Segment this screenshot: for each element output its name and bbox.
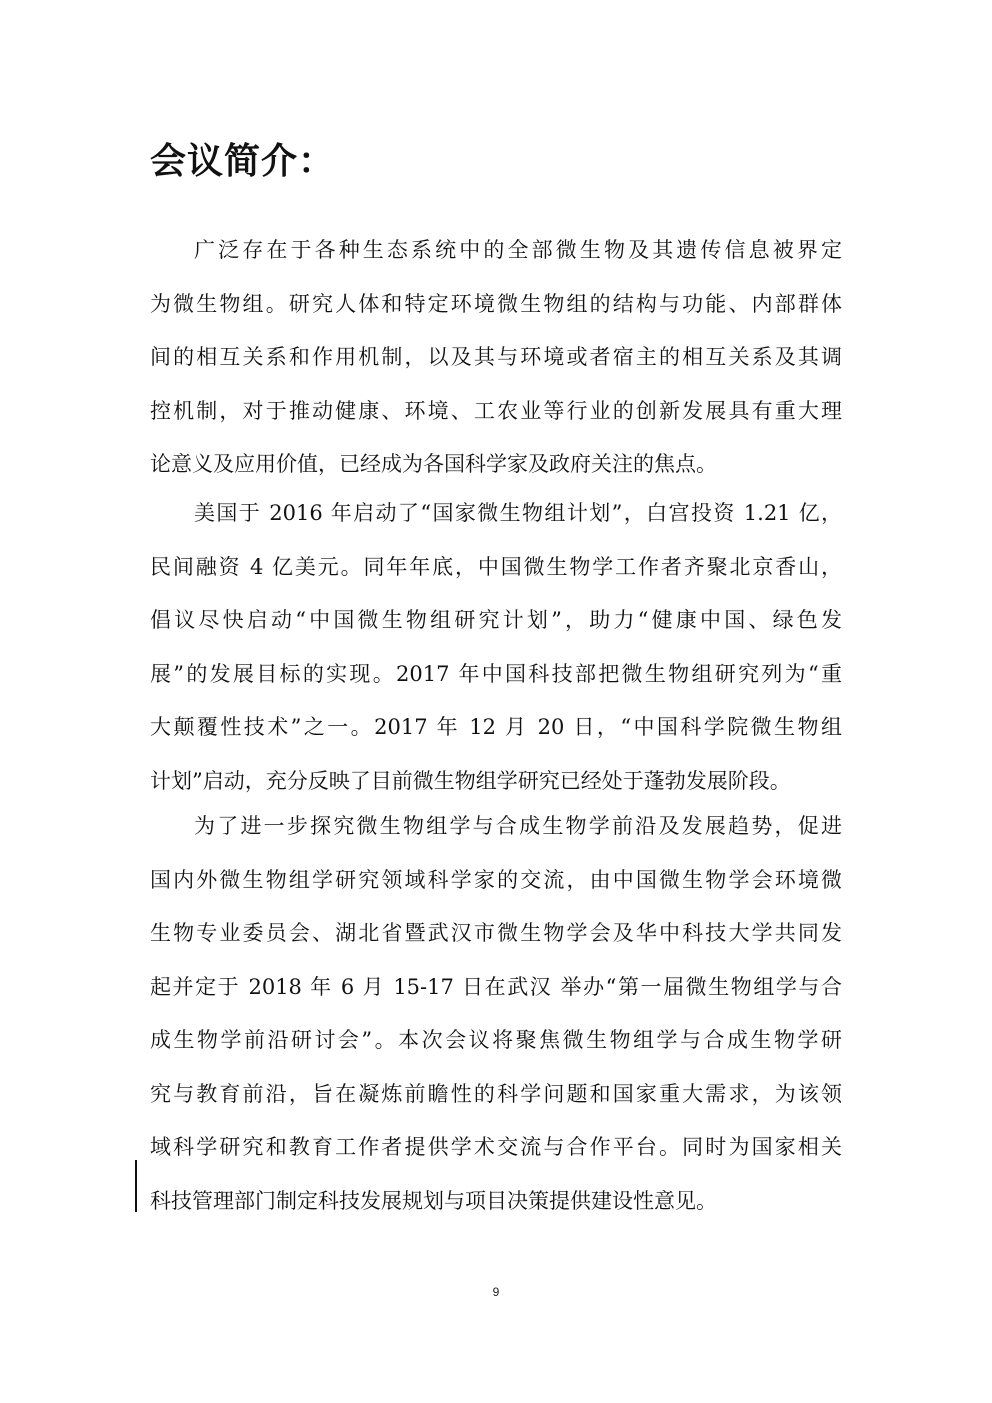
text-line: 国内外微生物组学研究领域科学家的交流，由中国微生物学会环境微 (150, 867, 842, 892)
text-line: 成生物学前沿研讨会”。本次会议将聚焦微生物组学与合成生物学研 (150, 1028, 842, 1052)
text-line: 控机制，对于推动健康、环境、工农业等行业的创新发展具有重大理 (150, 398, 842, 423)
text-line: 科技管理部门制定科技发展规划与项目决策提供建设性意见。 (150, 1188, 717, 1213)
text-line: 论意义及应用价值，已经成为各国科学家及政府关注的焦点。 (150, 452, 717, 476)
text-line: 倡议尽快启动“中国微生物组研究计划”，助力“健康中国、绿色发 (150, 608, 842, 632)
text-line: 展”的发展目标的实现。2017 年中国科技部把微生物组研究列为“重 (150, 661, 842, 686)
paragraph-intro (150, 224, 842, 492)
paragraph-background (150, 487, 842, 808)
text-line: 生物专业委员会、湖北省暨武汉市微生物学会及华中科技大学共同发 (150, 921, 842, 945)
text-line: 域科学研究和教育工作者提供学术交流与合作平台。同时为国家相关 (150, 1135, 842, 1159)
text-line: 为了进一步探究微生物组学与合成生物学前沿及发展趋势，促进 (194, 814, 842, 838)
paragraph-purpose (150, 800, 842, 1228)
text-line: 广泛存在于各种生态系统中的全部微生物及其遗传信息被界定 (194, 238, 842, 262)
text-line: 究与教育前沿，旨在凝炼前瞻性的科学问题和国家重大需求，为该领 (150, 1081, 842, 1106)
page-title: 会议简介： (150, 141, 336, 182)
text-line: 间的相互关系和作用机制，以及其与环境或者宿主的相互关系及其调 (150, 345, 842, 369)
text-line: 大颠覆性技术”之一。2017 年 12 月 20 日，“中国科学院微生物组 (150, 715, 842, 739)
text-line: 为微生物组。研究人体和特定环境微生物组的结构与功能、内部群体 (150, 291, 842, 316)
page-number: 9 (492, 1285, 500, 1299)
text-line: 计划”启动，充分反映了目前微生物组学研究已经处于蓬勃发展阶段。 (150, 768, 791, 793)
revision-change-bar (135, 1160, 137, 1212)
text-line: 美国于 2016 年启动了“国家微生物组计划”，白宫投资 1.21 亿， (194, 501, 842, 525)
text-line: 民间融资 4 亿美元。同年年底，中国微生物学工作者齐聚北京香山， (150, 554, 842, 579)
text-line: 起并定于 2018 年 6 月 15-17 日在武汉 举办“第一届微生物组学与合 (150, 974, 842, 999)
